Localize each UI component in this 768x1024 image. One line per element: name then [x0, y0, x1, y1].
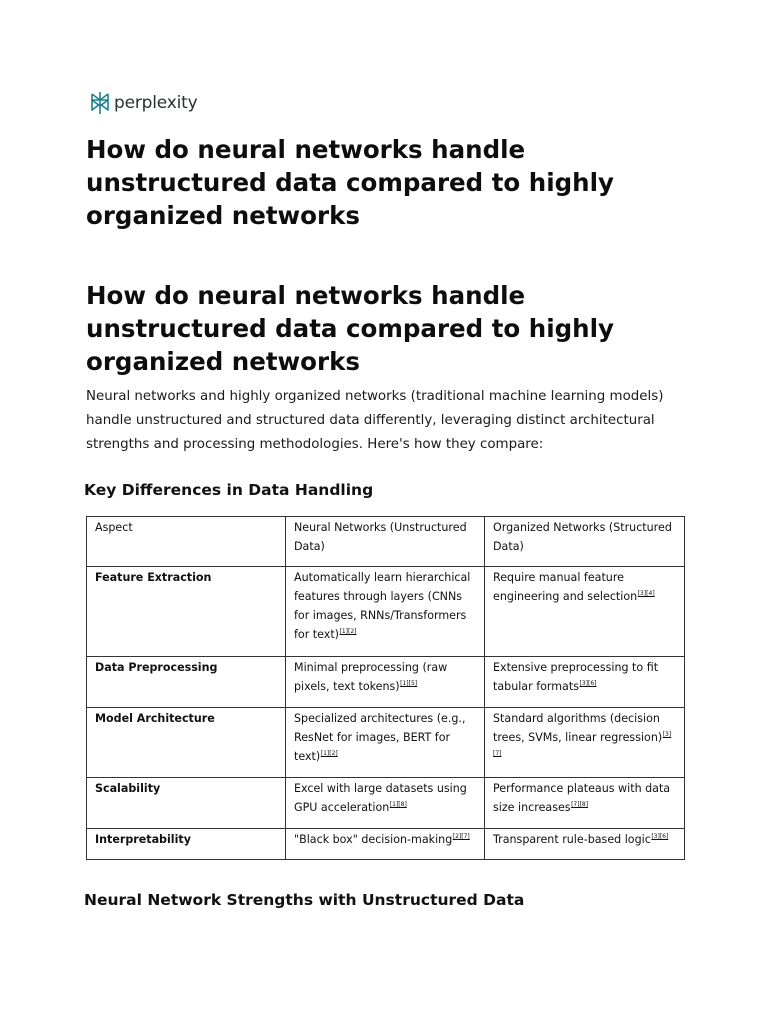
neural-cell — [286, 567, 485, 657]
cell-text: Minimal preprocessing (raw pixels, text tokens) — [294, 661, 448, 693]
aspect-cell: Model Architecture — [87, 708, 286, 778]
table-row — [87, 567, 685, 657]
section-heading-key-differences: Key Differences in Data Handling — [84, 481, 374, 499]
perplexity-logo-icon — [90, 91, 110, 115]
intro-paragraph: Neural networks and highly organized networks (traditional machine learning models) handle unstructured and structured data differently, leveraging distinct architectural strengths and processing methodologies. Here's how they compare: — [86, 389, 664, 452]
table-header-cell: Organized Networks (Structured Data) — [485, 517, 685, 567]
citation-link[interactable]: [1][2] — [339, 628, 357, 636]
citation-link[interactable]: [1][5] — [400, 680, 418, 688]
neural-cell — [286, 778, 485, 829]
organized-cell — [485, 657, 685, 708]
table-header-cell: Aspect — [87, 517, 286, 567]
citation-link[interactable]: [7][8] — [571, 801, 589, 809]
aspect-cell: Data Preprocessing — [87, 657, 286, 708]
comparison-table — [86, 516, 685, 860]
neural-cell — [286, 708, 485, 778]
table-row — [87, 657, 685, 708]
cell-text: Require manual feature engineering and selection — [493, 571, 638, 603]
cell-text: Automatically learn hierarchical features through layers (CNNs for images, RNNs/Transformers for text) — [294, 571, 471, 641]
table-header-cell: Neural Networks (Unstructured Data) — [286, 517, 485, 567]
cell-text: Extensive preprocessing to fit tabular formats — [493, 661, 659, 693]
table-header-row — [87, 517, 685, 567]
logo-wordmark: perplexity — [114, 93, 198, 113]
neural-cell — [286, 657, 485, 708]
page-title: How do neural networks handle unstructured data compared to highly organized networks — [86, 135, 614, 230]
cell-text: "Black box" decision-making — [294, 833, 453, 846]
organized-cell — [485, 778, 685, 829]
organized-cell — [485, 829, 685, 860]
cell-text: Excel with large datasets using GPU acceleration — [294, 782, 467, 814]
cell-text: Transparent rule-based logic — [493, 833, 651, 846]
citation-link[interactable]: [1][8] — [389, 801, 407, 809]
citation-link[interactable]: [1][2] — [320, 750, 338, 758]
organized-cell — [485, 708, 685, 778]
aspect-cell: Scalability — [87, 778, 286, 829]
cell-text: Specialized architectures (e.g., ResNet for images, BERT for text) — [294, 712, 466, 763]
neural-cell — [286, 829, 485, 860]
aspect-cell: Interpretability — [87, 829, 286, 860]
question-heading: How do neural networks handle unstructured data compared to highly organized networks — [86, 281, 614, 376]
table-row — [87, 708, 685, 778]
citation-link[interactable]: [3][6] — [579, 680, 597, 688]
table-row — [87, 778, 685, 829]
cell-text: Standard algorithms (decision trees, SVMs, linear regression) — [493, 712, 663, 744]
table-row — [87, 829, 685, 860]
citation-link[interactable]: [3][4] — [637, 590, 655, 598]
citation-link[interactable]: [3][6] — [651, 833, 669, 841]
citation-link[interactable]: [2][7] — [452, 833, 470, 841]
section-heading-neural-strengths: Neural Network Strengths with Unstructured Data — [84, 891, 525, 909]
cell-text: Performance plateaus with data size increases — [493, 782, 671, 814]
citation-link[interactable]: [3][7] — [493, 731, 672, 758]
organized-cell — [485, 567, 685, 657]
perplexity-logo — [90, 90, 197, 116]
aspect-cell: Feature Extraction — [87, 567, 286, 657]
